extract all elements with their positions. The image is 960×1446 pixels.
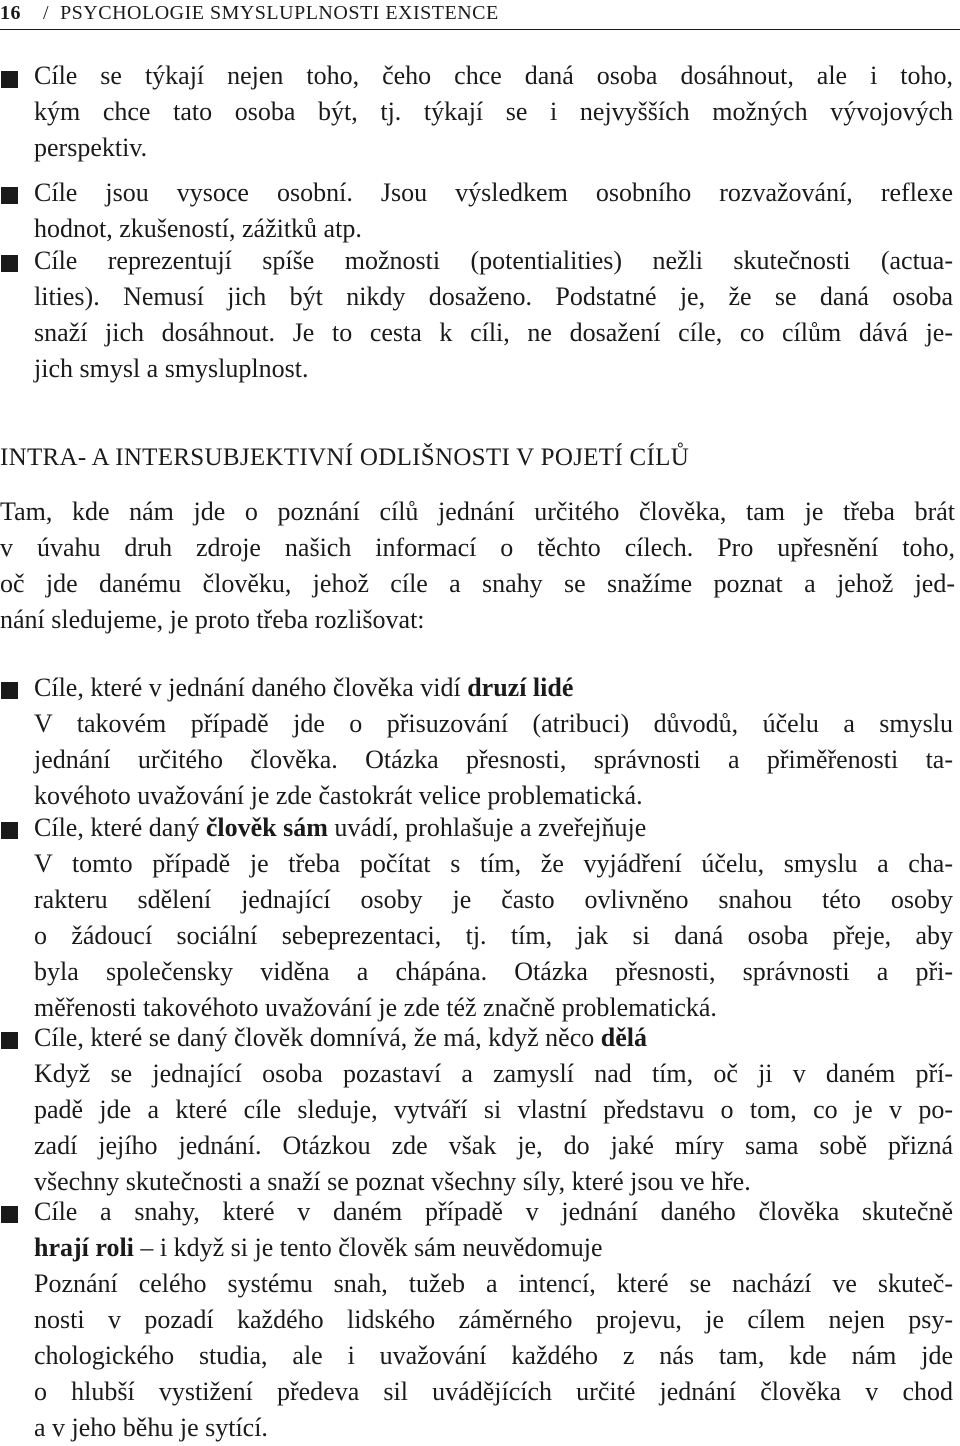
text-line: jich smysl a smysluplnost. (34, 354, 309, 383)
title-text: Cíle, které v jednání daného člověka vidí (34, 673, 468, 702)
text-line: Když se jednající osoba pozastaví a zamyslí nad tím, oč ji v daném pří- (34, 1059, 953, 1088)
text-line: V tomto případě je třeba počítat s tím, že vyjádření účelu, smyslu a cha- (34, 849, 953, 878)
text-line: kým chce tato osoba být, tj. týkají se i nejvyšších možných vývojových (34, 97, 953, 126)
list-item-title (34, 670, 953, 706)
text-line: rakteru sdělení jednající osoby je často ovlivněno snahou této osoby (34, 885, 953, 914)
list-item-text (34, 58, 953, 166)
text-line: V takovém případě jde o přisuzování (atribuci) důvodů, účelu a smyslu (34, 709, 953, 738)
square-bullet-icon (1, 682, 18, 699)
text-line: perspektiv. (34, 133, 148, 162)
list-item-text (34, 1194, 953, 1446)
text-line: hodnot, zkušeností, zážitků atp. (34, 214, 362, 243)
title-text: uvádí, prohlašuje a zveřejňuje (327, 813, 647, 842)
intro-paragraph (0, 494, 955, 638)
title-emphasis: dělá (600, 1023, 647, 1052)
page-number: 16 (0, 2, 21, 24)
square-bullet-icon (1, 1032, 18, 1049)
text-line: Cíle se týkají nejen toho, čeho chce daná osoba dosáhnout, ale i toho, (34, 61, 953, 90)
text-line: snaží jich dosáhnout. Je to cesta k cíli, ne dosažení cíle, co cílům dává je- (34, 318, 953, 347)
title-text: – i když si je tento člověk sám neuvědomuje (133, 1233, 603, 1262)
title-text: Cíle, které se daný člověk domnívá, že má, když něco (34, 1023, 601, 1052)
list-item-text (34, 670, 953, 814)
list-item-title (34, 1230, 953, 1266)
square-bullet-icon (1, 822, 18, 839)
text-line: a v jeho běhu je sytící. (34, 1413, 268, 1442)
running-header (0, 0, 960, 30)
square-bullet-icon (1, 71, 18, 88)
text-line: zadí jejího jednání. Otázkou zde však je, do jaké míry sama sobě přizná (34, 1131, 953, 1160)
square-bullet-icon (1, 255, 18, 272)
text-line: o žádoucí sociální sebeprezentaci, tj. tím, jak si daná osoba přeje, aby (34, 921, 953, 950)
text-line: Cíle reprezentují spíše možnosti (potentialities) nežli skutečnosti (actua- (34, 246, 953, 275)
text-line: kovéhoto uvažování je zde častokrát velice problematická. (34, 781, 643, 810)
title-text: Cíle, které daný (34, 813, 206, 842)
text-line: Tam, kde nám jde o poznání cílů jednání určitého člověka, tam je třeba brát (0, 497, 955, 526)
text-line: oč jde danému člověku, jehož cíle a snahy se snažíme poznat a jehož jed- (0, 569, 955, 598)
book-title: PSYCHOLOGIE SMYSLUPLNOSTI EXISTENCE (60, 2, 499, 24)
section-heading: INTRA- A INTERSUBJEKTIVNÍ ODLIŠNOSTI V POJETÍ CÍLŮ (0, 444, 690, 471)
list-item-text (34, 243, 953, 387)
text-line: všechny skutečnosti a snaží se poznat všechny síly, které jsou ve hře. (34, 1167, 751, 1196)
title-emphasis: člověk sám (205, 813, 328, 842)
text-line: o hlubší vystižení předeva sil uvádějících určité jednání člověka v chod (34, 1377, 953, 1406)
list-item-title: Cíle a snahy, které v daném případě v jednání daného člověka skutečně (34, 1197, 953, 1226)
square-bullet-icon (1, 1206, 18, 1223)
title-emphasis: druzí lidé (467, 673, 574, 702)
list-item-text (34, 810, 953, 1026)
list-item-text (34, 175, 953, 247)
text-line: chologického studia, ale i uvažování každého z nás tam, kde nám jde (34, 1341, 953, 1370)
header-separator: / (43, 2, 50, 24)
list-item-text (34, 1020, 953, 1200)
text-line: měřenosti takovéhoto uvažování je zde též značně problematická. (34, 993, 717, 1022)
title-emphasis: hrají roli (34, 1233, 134, 1262)
text-line: nání sledujeme, je proto třeba rozlišovat: (0, 605, 425, 634)
square-bullet-icon (1, 187, 18, 204)
text-line: nosti v pozadí každého lidského záměrného projevu, je cílem nejen psy- (34, 1305, 953, 1334)
text-line: byla společensky viděna a chápána. Otázka přesnosti, správnosti a při- (34, 957, 953, 986)
text-line: padě jde a které cíle sleduje, vytváří si vlastní představu o tom, co je v po- (34, 1095, 953, 1124)
list-item-title (34, 1020, 953, 1056)
text-line: lities). Nemusí jich být nikdy dosaženo. Podstatné je, že se daná osoba (34, 282, 953, 311)
list-item-title (34, 810, 953, 846)
text-line: v úvahu druh zdroje našich informací o těchto cílech. Pro upřesnění toho, (0, 533, 955, 562)
text-line: jednání určitého člověka. Otázka přesnosti, správnosti a přiměřenosti ta- (34, 745, 953, 774)
text-line: Cíle jsou vysoce osobní. Jsou výsledkem osobního rozvažování, reflexe (34, 178, 953, 207)
text-line: Poznání celého systému snah, tužeb a intencí, které se nachází ve skuteč- (34, 1269, 953, 1298)
